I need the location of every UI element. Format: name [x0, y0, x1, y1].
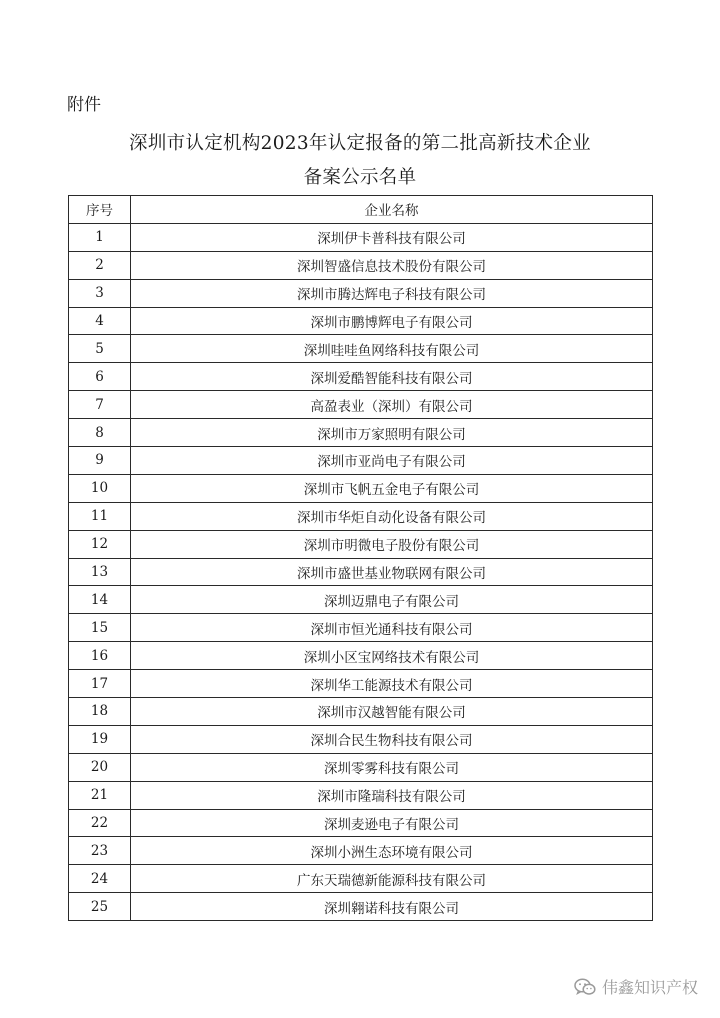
row-company-name: 深圳伊卡普科技有限公司: [131, 223, 653, 251]
table-header-row: [69, 196, 653, 224]
table-row: [69, 419, 653, 447]
table-row: [69, 307, 653, 335]
row-company-name: 深圳华工能源技术有限公司: [131, 670, 653, 698]
row-seq: 7: [69, 391, 131, 419]
row-seq: 16: [69, 642, 131, 670]
row-seq: 1: [69, 223, 131, 251]
attachment-label: 附件: [67, 95, 101, 115]
row-company-name: 深圳市飞帆五金电子有限公司: [131, 474, 653, 502]
table-row: [69, 865, 653, 893]
document-title: 深圳市认定机构2023年认定报备的第二批高新技术企业: [129, 133, 591, 154]
table-row: [69, 502, 653, 530]
row-company-name: 深圳哇哇鱼网络科技有限公司: [131, 335, 653, 363]
table-row: [69, 893, 653, 921]
row-company-name: 深圳翱诺科技有限公司: [131, 893, 653, 921]
row-company-name: 深圳零雾科技有限公司: [131, 753, 653, 781]
table-row: [69, 614, 653, 642]
row-seq: 6: [69, 363, 131, 391]
row-company-name: 深圳市汉越智能有限公司: [131, 698, 653, 726]
row-company-name: 深圳市腾达辉电子科技有限公司: [131, 279, 653, 307]
row-company-name: 深圳麦逊电子有限公司: [131, 809, 653, 837]
row-seq: 5: [69, 335, 131, 363]
row-company-name: 深圳市隆瑞科技有限公司: [131, 781, 653, 809]
table-row: [69, 698, 653, 726]
row-seq: 15: [69, 614, 131, 642]
row-seq: 25: [69, 893, 131, 921]
row-company-name: 深圳市盛世基业物联网有限公司: [131, 558, 653, 586]
row-seq: 2: [69, 251, 131, 279]
table-row: [69, 809, 653, 837]
table-row: [69, 363, 653, 391]
row-company-name: 深圳小区宝网络技术有限公司: [131, 642, 653, 670]
table-row: [69, 474, 653, 502]
row-company-name: 深圳市鹏博辉电子有限公司: [131, 307, 653, 335]
table-row: [69, 530, 653, 558]
table-row: [69, 670, 653, 698]
watermark-text: 伟鑫知识产权: [601, 978, 698, 997]
table-row: [69, 725, 653, 753]
row-seq: 14: [69, 586, 131, 614]
row-seq: 23: [69, 837, 131, 865]
row-company-name: 深圳迈鼎电子有限公司: [131, 586, 653, 614]
table-row: [69, 642, 653, 670]
header-seq: 序号: [69, 196, 131, 224]
row-seq: 10: [69, 474, 131, 502]
row-seq: 4: [69, 307, 131, 335]
row-seq: 22: [69, 809, 131, 837]
enterprise-table: [68, 195, 653, 921]
row-company-name: 深圳市恒光通科技有限公司: [131, 614, 653, 642]
row-seq: 20: [69, 753, 131, 781]
table-row: [69, 558, 653, 586]
table-row: [69, 279, 653, 307]
table-row: [69, 335, 653, 363]
watermark: [574, 975, 698, 998]
row-seq: 3: [69, 279, 131, 307]
header-name: 企业名称: [131, 196, 653, 224]
row-company-name: 深圳爱酷智能科技有限公司: [131, 363, 653, 391]
table-body: [69, 223, 653, 920]
table-row: [69, 391, 653, 419]
wechat-icon: [574, 978, 596, 996]
table-row: [69, 781, 653, 809]
table-row: [69, 223, 653, 251]
row-seq: 17: [69, 670, 131, 698]
table-row: [69, 753, 653, 781]
row-seq: 18: [69, 698, 131, 726]
row-company-name: 深圳智盛信息技术股份有限公司: [131, 251, 653, 279]
row-company-name: 深圳市万家照明有限公司: [131, 419, 653, 447]
row-seq: 24: [69, 865, 131, 893]
row-seq: 11: [69, 502, 131, 530]
row-seq: 9: [69, 447, 131, 475]
row-company-name: 深圳合民生物科技有限公司: [131, 725, 653, 753]
table-row: [69, 251, 653, 279]
document-subtitle: 备案公示名单: [303, 167, 417, 188]
row-company-name: 深圳市亚尚电子有限公司: [131, 447, 653, 475]
row-company-name: 高盈表业（深圳）有限公司: [131, 391, 653, 419]
row-company-name: 深圳小洲生态环境有限公司: [131, 837, 653, 865]
row-seq: 13: [69, 558, 131, 586]
row-seq: 21: [69, 781, 131, 809]
row-company-name: 广东天瑞德新能源科技有限公司: [131, 865, 653, 893]
row-company-name: 深圳市华炬自动化设备有限公司: [131, 502, 653, 530]
table-row: [69, 837, 653, 865]
row-seq: 12: [69, 530, 131, 558]
row-seq: 8: [69, 419, 131, 447]
row-company-name: 深圳市明微电子股份有限公司: [131, 530, 653, 558]
row-seq: 19: [69, 725, 131, 753]
table-row: [69, 586, 653, 614]
table-row: [69, 447, 653, 475]
